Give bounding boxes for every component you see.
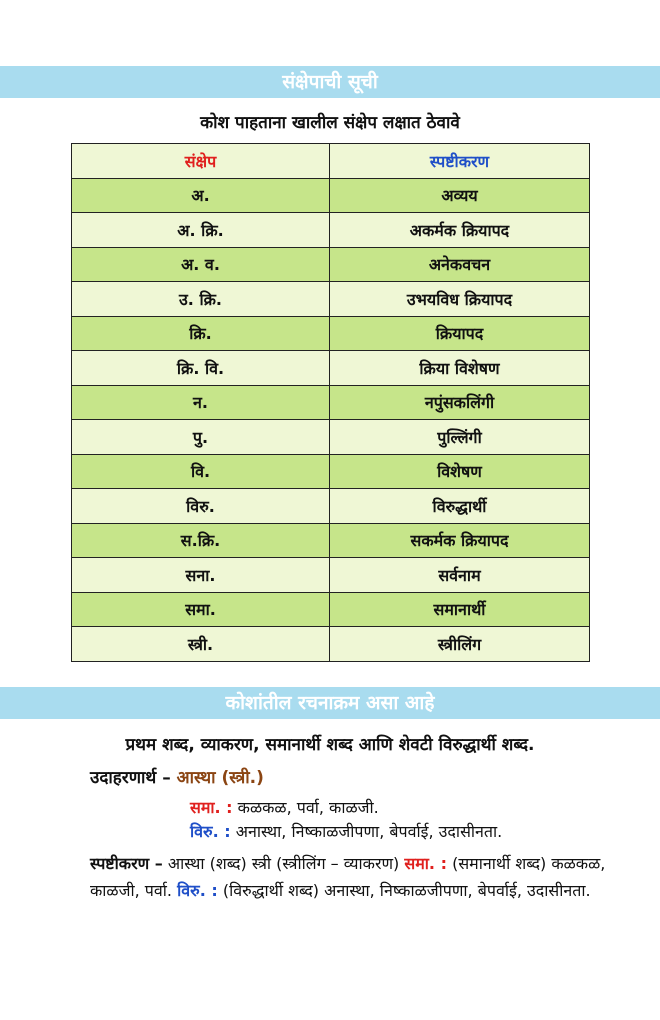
abbreviation-cell: स्त्री. (72, 627, 330, 662)
example-word: आस्था (स्त्री.) (176, 768, 264, 788)
abbreviation-cell: अ. (72, 178, 330, 213)
abbreviation-table (71, 143, 590, 662)
explanation-cell: नपुंसकलिंगी (330, 385, 590, 420)
synonym-line (190, 796, 379, 818)
table-row (72, 282, 590, 317)
antonym-label: विरु. : (190, 822, 231, 841)
table-row (72, 558, 590, 593)
explanation-cell: क्रियापद (330, 316, 590, 351)
column-header-explanation: स्पष्टीकरण (330, 144, 590, 179)
table-row (72, 420, 590, 455)
abbreviation-cell: वि. (72, 454, 330, 489)
table-row (72, 627, 590, 662)
section-title: संक्षेपाची सूची (282, 71, 378, 93)
antonym-line (190, 820, 502, 842)
explanation-cell: अनेकवचन (330, 247, 590, 282)
example-heading (90, 765, 264, 788)
explanation-cell: अव्यय (330, 178, 590, 213)
abbreviation-cell: पु. (72, 420, 330, 455)
explanation-lead: स्पष्टीकरण – (90, 854, 163, 873)
table-row (72, 489, 590, 524)
explanation-cell: क्रिया विशेषण (330, 351, 590, 386)
explanation-cell: सर्वनाम (330, 558, 590, 593)
explanation-cell: विशेषण (330, 454, 590, 489)
abbreviation-cell: अ. क्रि. (72, 213, 330, 248)
explanation-cell: विरुद्धार्थी (330, 489, 590, 524)
table-row (72, 385, 590, 420)
antonym-text: अनास्था, निष्काळजीपणा, बेपर्वाई, उदासीनता. (235, 822, 503, 841)
table-row (72, 178, 590, 213)
explanation-cell: स्त्रीलिंग (330, 627, 590, 662)
example-label: उदाहरणार्थ – (90, 768, 171, 788)
abbreviation-cell: सना. (72, 558, 330, 593)
explanation-cell: पुल्लिंगी (330, 420, 590, 455)
explanation-paragraph (90, 850, 610, 904)
explanation-cell: उभयविध क्रियापद (330, 282, 590, 317)
table-row (72, 454, 590, 489)
table-intro: कोश पाहताना खालील संक्षेप लक्षात ठेवावे (200, 113, 460, 133)
table-row (72, 523, 590, 558)
column-header-abbreviation: संक्षेप (72, 144, 330, 179)
synonym-text: कळकळ, पर्वा, काळजी. (237, 798, 379, 817)
explanation-part: आस्था (शब्द) स्त्री (स्त्रीलिंग – व्याकरण) (167, 854, 400, 873)
section-banner-abbreviations (0, 66, 660, 98)
table-row (72, 351, 590, 386)
table-row (72, 213, 590, 248)
table-row (72, 247, 590, 282)
abbreviation-cell: उ. क्रि. (72, 282, 330, 317)
explanation-antonym-label: विरु. : (177, 881, 218, 900)
section-banner-structure (0, 687, 660, 719)
section-title: कोशांतील रचनाक्रम असा आहे (225, 692, 435, 714)
table-row (72, 592, 590, 627)
explanation-part: (समानार्थी शब्द) कळकळ, काळजी, पर्वा. (90, 854, 606, 900)
abbreviation-cell: स.क्रि. (72, 523, 330, 558)
explanation-part: (विरुद्धार्थी शब्द) अनास्था, निष्काळजीपणा, बेपर्वाई, उदासीनता. (222, 881, 591, 900)
table-header-row (72, 144, 590, 179)
explanation-cell: समानार्थी (330, 592, 590, 627)
structure-statement: प्रथम शब्द, व्याकरण, समानार्थी शब्द आणि शेवटी विरुद्धार्थी शब्द. (125, 735, 535, 755)
explanation-cell: अकर्मक क्रियापद (330, 213, 590, 248)
table-row (72, 316, 590, 351)
abbreviation-cell: समा. (72, 592, 330, 627)
explanation-synonym-label: समा. : (404, 854, 447, 873)
abbreviation-cell: क्रि. (72, 316, 330, 351)
abbreviation-cell: न. (72, 385, 330, 420)
abbreviation-cell: अ. व. (72, 247, 330, 282)
abbreviation-cell: क्रि. वि. (72, 351, 330, 386)
abbreviation-cell: विरु. (72, 489, 330, 524)
explanation-cell: सकर्मक क्रियापद (330, 523, 590, 558)
synonym-label: समा. : (190, 798, 233, 817)
